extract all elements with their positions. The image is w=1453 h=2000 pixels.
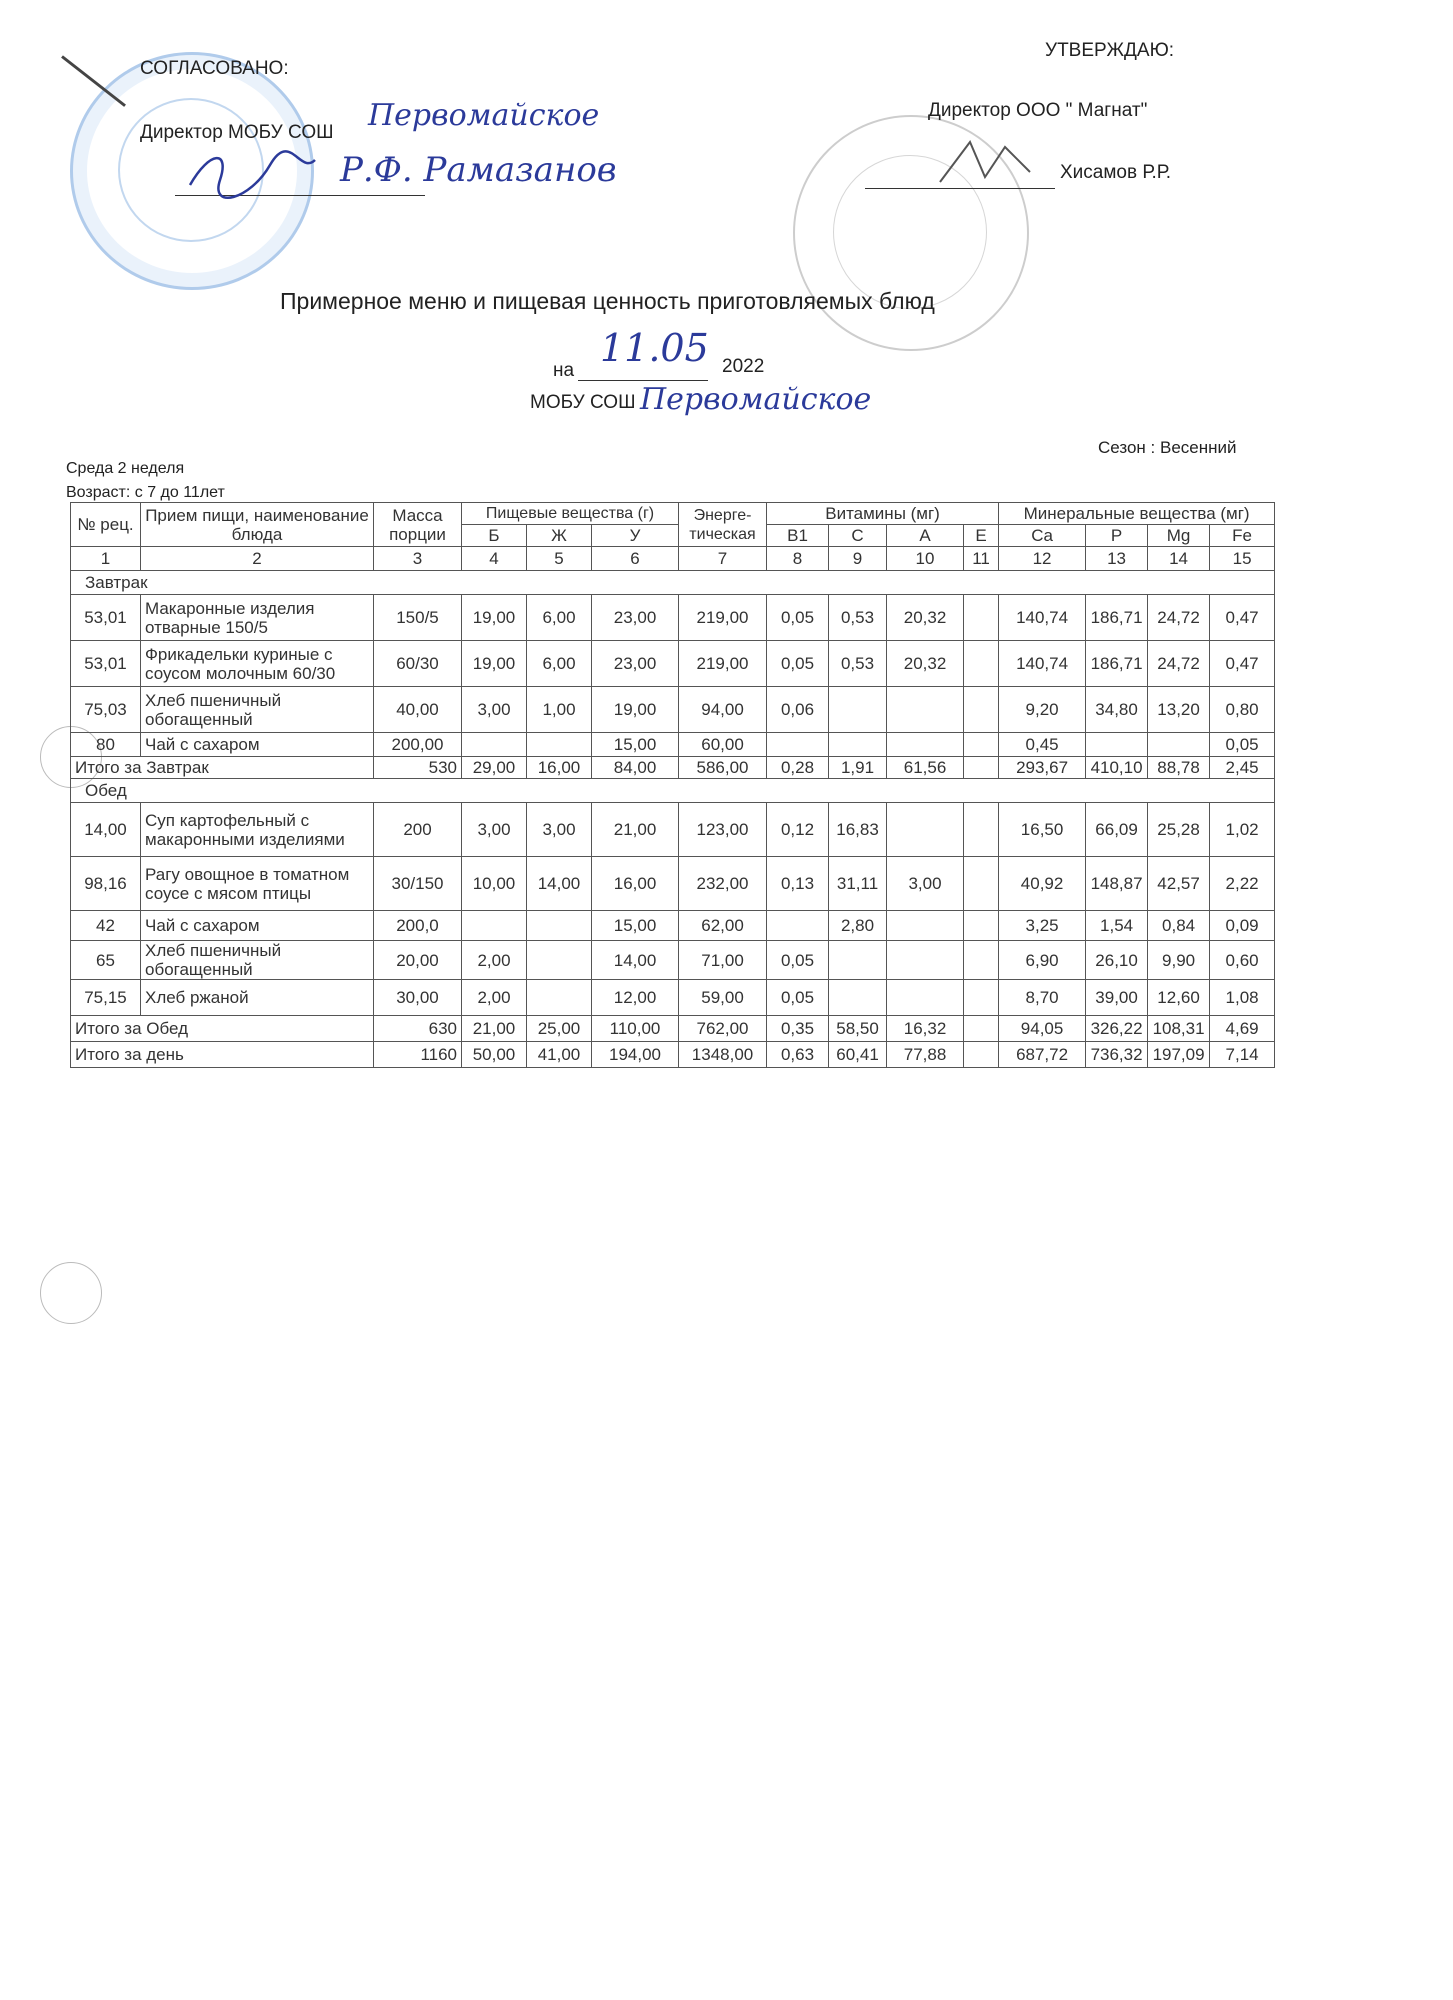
header-vitamins: Витамины (мг): [767, 503, 999, 525]
value-cell-b1: [767, 911, 829, 941]
value-cell-c: 0,53: [829, 595, 887, 641]
value-cell-e: [964, 941, 999, 980]
value-cell-ca: 9,20: [999, 687, 1086, 733]
mass-cell: 20,00: [374, 941, 462, 980]
header-e: E: [964, 525, 999, 547]
right-signature: [930, 132, 1040, 192]
recipe-number-cell: 14,00: [71, 803, 141, 857]
header-num: № рец.: [71, 503, 141, 547]
value-cell-c: [829, 733, 887, 757]
table-row: [71, 803, 1275, 857]
header-minerals: Минеральные вещества (мг): [999, 503, 1275, 525]
table-row: [71, 857, 1275, 911]
breakfast-rows: [71, 595, 1275, 757]
recipe-number-cell: 80: [71, 733, 141, 757]
day-total-row: [71, 1042, 1275, 1068]
total-value-cell-a: 16,32: [887, 1016, 964, 1042]
column-number-cell: 12: [999, 547, 1086, 571]
header-u: У: [592, 525, 679, 547]
school-handwritten: Первомайское: [640, 382, 872, 417]
table-row: [71, 641, 1275, 687]
value-cell-b1: 0,12: [767, 803, 829, 857]
value-cell-e: [964, 595, 999, 641]
total-value-cell-energy: 762,00: [679, 1016, 767, 1042]
total-value-cell-mg: 108,31: [1148, 1016, 1210, 1042]
value-cell-u: 21,00: [592, 803, 679, 857]
agreed-label: СОГЛАСОВАНО:: [140, 58, 289, 79]
total-label-cell: Итого за день: [71, 1042, 374, 1068]
total-value-cell-u: 84,00: [592, 757, 679, 779]
value-cell-ca: 40,92: [999, 857, 1086, 911]
value-cell-a: 20,32: [887, 641, 964, 687]
total-value-cell-e: [964, 1016, 999, 1042]
value-cell-fe: 0,80: [1210, 687, 1275, 733]
page-title: Примерное меню и пищевая ценность приготовляемых блюд: [280, 288, 935, 314]
value-cell-mg: 12,60: [1148, 980, 1210, 1016]
value-cell-energy: 232,00: [679, 857, 767, 911]
total-value-cell-mg: 88,78: [1148, 757, 1210, 779]
value-cell-fe: 0,47: [1210, 595, 1275, 641]
total-value-cell-zh: 41,00: [527, 1042, 592, 1068]
value-cell-b: 2,00: [462, 980, 527, 1016]
column-number-cell: 5: [527, 547, 592, 571]
value-cell-ca: 140,74: [999, 641, 1086, 687]
value-cell-fe: 0,09: [1210, 911, 1275, 941]
header-meal: Прием пищи, наименование блюда: [141, 503, 374, 547]
table-row: [71, 733, 1275, 757]
column-number-cell: 6: [592, 547, 679, 571]
header-b: Б: [462, 525, 527, 547]
value-cell-zh: [527, 911, 592, 941]
value-cell-zh: [527, 980, 592, 1016]
total-value-cell-ca: 687,72: [999, 1042, 1086, 1068]
total-value-cell-b: 21,00: [462, 1016, 527, 1042]
day-label: Среда 2 неделя: [66, 460, 185, 477]
value-cell-u: 23,00: [592, 641, 679, 687]
value-cell-energy: 219,00: [679, 595, 767, 641]
value-cell-u: 12,00: [592, 980, 679, 1016]
value-cell-fe: 2,22: [1210, 857, 1275, 911]
recipe-number-cell: 53,01: [71, 595, 141, 641]
header-zh: Ж: [527, 525, 592, 547]
approve-label: УТВЕРЖДАЮ:: [1045, 40, 1175, 61]
total-value-cell-zh: 25,00: [527, 1016, 592, 1042]
value-cell-b1: 0,05: [767, 595, 829, 641]
value-cell-fe: 1,08: [1210, 980, 1275, 1016]
dish-name-cell: Хлеб пшеничный обогащенный: [141, 941, 374, 980]
value-cell-c: 2,80: [829, 911, 887, 941]
mass-cell: 40,00: [374, 687, 462, 733]
value-cell-mg: 13,20: [1148, 687, 1210, 733]
mass-cell: 150/5: [374, 595, 462, 641]
value-cell-p: 1,54: [1086, 911, 1148, 941]
total-value-cell-energy: 586,00: [679, 757, 767, 779]
recipe-number-cell: 42: [71, 911, 141, 941]
value-cell-ca: 3,25: [999, 911, 1086, 941]
column-number-cell: 13: [1086, 547, 1148, 571]
value-cell-mg: 0,84: [1148, 911, 1210, 941]
value-cell-a: [887, 941, 964, 980]
value-cell-p: 148,87: [1086, 857, 1148, 911]
header-mass: Масса порции: [374, 503, 462, 547]
value-cell-energy: 59,00: [679, 980, 767, 1016]
value-cell-u: 23,00: [592, 595, 679, 641]
column-number-cell: 9: [829, 547, 887, 571]
column-numbers-row: [71, 547, 1275, 571]
total-value-cell-c: 60,41: [829, 1042, 887, 1068]
column-number-cell: 10: [887, 547, 964, 571]
total-value-cell-fe: 2,45: [1210, 757, 1275, 779]
value-cell-a: 3,00: [887, 857, 964, 911]
age-label: Возраст: с 7 до 11лет: [66, 484, 225, 501]
value-cell-zh: [527, 941, 592, 980]
value-cell-ca: 6,90: [999, 941, 1086, 980]
value-cell-energy: 62,00: [679, 911, 767, 941]
season-label: Сезон : Весенний: [1098, 438, 1237, 457]
section-breakfast: Завтрак: [71, 571, 1275, 595]
recipe-number-cell: 75,03: [71, 687, 141, 733]
dish-name-cell: Чай с сахаром: [141, 911, 374, 941]
dish-name-cell: Рагу овощное в томатном соусе с мясом птицы: [141, 857, 374, 911]
total-label-cell: Итого за Обед: [71, 1016, 374, 1042]
value-cell-b1: 0,13: [767, 857, 829, 911]
value-cell-zh: 1,00: [527, 687, 592, 733]
total-value-cell-ca: 293,67: [999, 757, 1086, 779]
header-b1: B1: [767, 525, 829, 547]
total-value-cell-e: [964, 1042, 999, 1068]
value-cell-e: [964, 803, 999, 857]
total-value-cell-p: 736,32: [1086, 1042, 1148, 1068]
value-cell-energy: 60,00: [679, 733, 767, 757]
value-cell-mg: 9,90: [1148, 941, 1210, 980]
value-cell-p: 186,71: [1086, 595, 1148, 641]
column-number-cell: 7: [679, 547, 767, 571]
dish-name-cell: Суп картофельный с макаронными изделиями: [141, 803, 374, 857]
total-value-cell-fe: 4,69: [1210, 1016, 1275, 1042]
value-cell-c: 31,11: [829, 857, 887, 911]
mass-cell: 30/150: [374, 857, 462, 911]
header-mg: Mg: [1148, 525, 1210, 547]
value-cell-c: [829, 980, 887, 1016]
table-row: [71, 595, 1275, 641]
dish-name-cell: Хлеб ржаной: [141, 980, 374, 1016]
column-number-cell: 14: [1148, 547, 1210, 571]
value-cell-b1: 0,05: [767, 641, 829, 687]
dish-name-cell: Макаронные изделия отварные 150/5: [141, 595, 374, 641]
total-value-cell-ca: 94,05: [999, 1016, 1086, 1042]
value-cell-e: [964, 641, 999, 687]
value-cell-ca: 16,50: [999, 803, 1086, 857]
value-cell-a: [887, 803, 964, 857]
total-label-cell: Итого за Завтрак: [71, 757, 374, 779]
lunch-rows: [71, 803, 1275, 1016]
value-cell-b: 3,00: [462, 803, 527, 857]
value-cell-mg: 24,72: [1148, 641, 1210, 687]
mass-cell: 200,0: [374, 911, 462, 941]
table-row: [71, 941, 1275, 980]
value-cell-p: 34,80: [1086, 687, 1148, 733]
mass-cell: 200: [374, 803, 462, 857]
value-cell-b: 19,00: [462, 595, 527, 641]
value-cell-e: [964, 911, 999, 941]
value-cell-c: 0,53: [829, 641, 887, 687]
value-cell-e: [964, 687, 999, 733]
total-value-cell-a: 61,56: [887, 757, 964, 779]
total-value-cell-zh: 16,00: [527, 757, 592, 779]
total-mass-cell: 530: [374, 757, 462, 779]
value-cell-mg: 25,28: [1148, 803, 1210, 857]
value-cell-b1: 0,05: [767, 941, 829, 980]
total-value-cell-b1: 0,35: [767, 1016, 829, 1042]
value-cell-b1: 0,05: [767, 980, 829, 1016]
value-cell-c: [829, 941, 887, 980]
right-name: Хисамов Р.Р.: [1060, 162, 1172, 183]
header-nutrients: Пищевые вещества (г): [462, 503, 679, 525]
date-handwritten: 11.05: [600, 326, 709, 370]
date-prefix: на: [553, 360, 575, 381]
value-cell-mg: [1148, 733, 1210, 757]
column-number-cell: 15: [1210, 547, 1275, 571]
breakfast-total-row: [71, 757, 1275, 779]
mass-cell: 30,00: [374, 980, 462, 1016]
value-cell-a: [887, 687, 964, 733]
value-cell-e: [964, 980, 999, 1016]
header-fe: Fe: [1210, 525, 1275, 547]
header-energy: Энерге-тическая: [679, 503, 767, 547]
column-number-cell: 8: [767, 547, 829, 571]
total-value-cell-a: 77,88: [887, 1042, 964, 1068]
value-cell-b: 10,00: [462, 857, 527, 911]
value-cell-mg: 42,57: [1148, 857, 1210, 911]
school-prefix: МОБУ СОШ: [530, 392, 636, 413]
mass-cell: 200,00: [374, 733, 462, 757]
recipe-number-cell: 98,16: [71, 857, 141, 911]
total-value-cell-p: 410,10: [1086, 757, 1148, 779]
value-cell-b: [462, 733, 527, 757]
total-value-cell-mg: 197,09: [1148, 1042, 1210, 1068]
total-value-cell-u: 110,00: [592, 1016, 679, 1042]
header-c: C: [829, 525, 887, 547]
value-cell-p: 66,09: [1086, 803, 1148, 857]
column-number-cell: 3: [374, 547, 462, 571]
value-cell-ca: 8,70: [999, 980, 1086, 1016]
value-cell-fe: 0,47: [1210, 641, 1275, 687]
left-name-handwritten: Р.Ф. Рамазанов: [340, 150, 617, 190]
value-cell-a: 20,32: [887, 595, 964, 641]
column-number-cell: 1: [71, 547, 141, 571]
value-cell-a: [887, 911, 964, 941]
dish-name-cell: Хлеб пшеничный обогащенный: [141, 687, 374, 733]
table-row: [71, 911, 1275, 941]
total-mass-cell: 630: [374, 1016, 462, 1042]
recipe-number-cell: 75,15: [71, 980, 141, 1016]
total-value-cell-e: [964, 757, 999, 779]
value-cell-u: 15,00: [592, 733, 679, 757]
value-cell-u: 16,00: [592, 857, 679, 911]
value-cell-b1: 0,06: [767, 687, 829, 733]
table-row: [71, 687, 1275, 733]
value-cell-zh: 14,00: [527, 857, 592, 911]
value-cell-b: 3,00: [462, 687, 527, 733]
value-cell-b: 2,00: [462, 941, 527, 980]
right-position-text: Директор ООО " Магнат": [928, 100, 1148, 121]
dish-name-cell: Чай с сахаром: [141, 733, 374, 757]
total-value-cell-u: 194,00: [592, 1042, 679, 1068]
dish-name-cell: Фрикадельки куриные с соусом молочным 60/30: [141, 641, 374, 687]
value-cell-fe: 0,60: [1210, 941, 1275, 980]
value-cell-p: 186,71: [1086, 641, 1148, 687]
date-line: [578, 380, 708, 381]
value-cell-ca: 140,74: [999, 595, 1086, 641]
lunch-total-row: [71, 1016, 1275, 1042]
value-cell-a: [887, 980, 964, 1016]
value-cell-fe: 1,02: [1210, 803, 1275, 857]
total-value-cell-b: 29,00: [462, 757, 527, 779]
column-number-cell: 11: [964, 547, 999, 571]
value-cell-zh: 6,00: [527, 641, 592, 687]
value-cell-p: 39,00: [1086, 980, 1148, 1016]
value-cell-u: 14,00: [592, 941, 679, 980]
value-cell-c: 16,83: [829, 803, 887, 857]
punch-hole: [40, 1262, 102, 1324]
total-value-cell-b1: 0,28: [767, 757, 829, 779]
total-mass-cell: 1160: [374, 1042, 462, 1068]
left-position-text: Директор МОБУ СОШ: [140, 122, 334, 143]
value-cell-energy: 219,00: [679, 641, 767, 687]
value-cell-a: [887, 733, 964, 757]
value-cell-ca: 0,45: [999, 733, 1086, 757]
value-cell-energy: 94,00: [679, 687, 767, 733]
header-a: A: [887, 525, 964, 547]
value-cell-zh: [527, 733, 592, 757]
total-value-cell-energy: 1348,00: [679, 1042, 767, 1068]
value-cell-b1: [767, 733, 829, 757]
value-cell-c: [829, 687, 887, 733]
value-cell-energy: 123,00: [679, 803, 767, 857]
value-cell-b: 19,00: [462, 641, 527, 687]
value-cell-u: 15,00: [592, 911, 679, 941]
menu-table: [70, 502, 1275, 1068]
value-cell-p: 26,10: [1086, 941, 1148, 980]
header-p: P: [1086, 525, 1148, 547]
value-cell-e: [964, 733, 999, 757]
year: 2022: [722, 356, 765, 377]
recipe-number-cell: 65: [71, 941, 141, 980]
value-cell-fe: 0,05: [1210, 733, 1275, 757]
total-value-cell-c: 58,50: [829, 1016, 887, 1042]
left-school-handwritten: Первомайское: [368, 98, 600, 133]
value-cell-e: [964, 857, 999, 911]
column-number-cell: 2: [141, 547, 374, 571]
left-signature: [180, 145, 320, 205]
header-ca: Ca: [999, 525, 1086, 547]
table-row: [71, 980, 1275, 1016]
total-value-cell-b1: 0,63: [767, 1042, 829, 1068]
value-cell-energy: 71,00: [679, 941, 767, 980]
total-value-cell-p: 326,22: [1086, 1016, 1148, 1042]
value-cell-zh: 6,00: [527, 595, 592, 641]
value-cell-b: [462, 911, 527, 941]
recipe-number-cell: 53,01: [71, 641, 141, 687]
section-lunch: Обед: [71, 779, 1275, 803]
mass-cell: 60/30: [374, 641, 462, 687]
total-value-cell-c: 1,91: [829, 757, 887, 779]
total-value-cell-b: 50,00: [462, 1042, 527, 1068]
value-cell-zh: 3,00: [527, 803, 592, 857]
total-value-cell-fe: 7,14: [1210, 1042, 1275, 1068]
value-cell-mg: 24,72: [1148, 595, 1210, 641]
column-number-cell: 4: [462, 547, 527, 571]
value-cell-u: 19,00: [592, 687, 679, 733]
value-cell-p: [1086, 733, 1148, 757]
